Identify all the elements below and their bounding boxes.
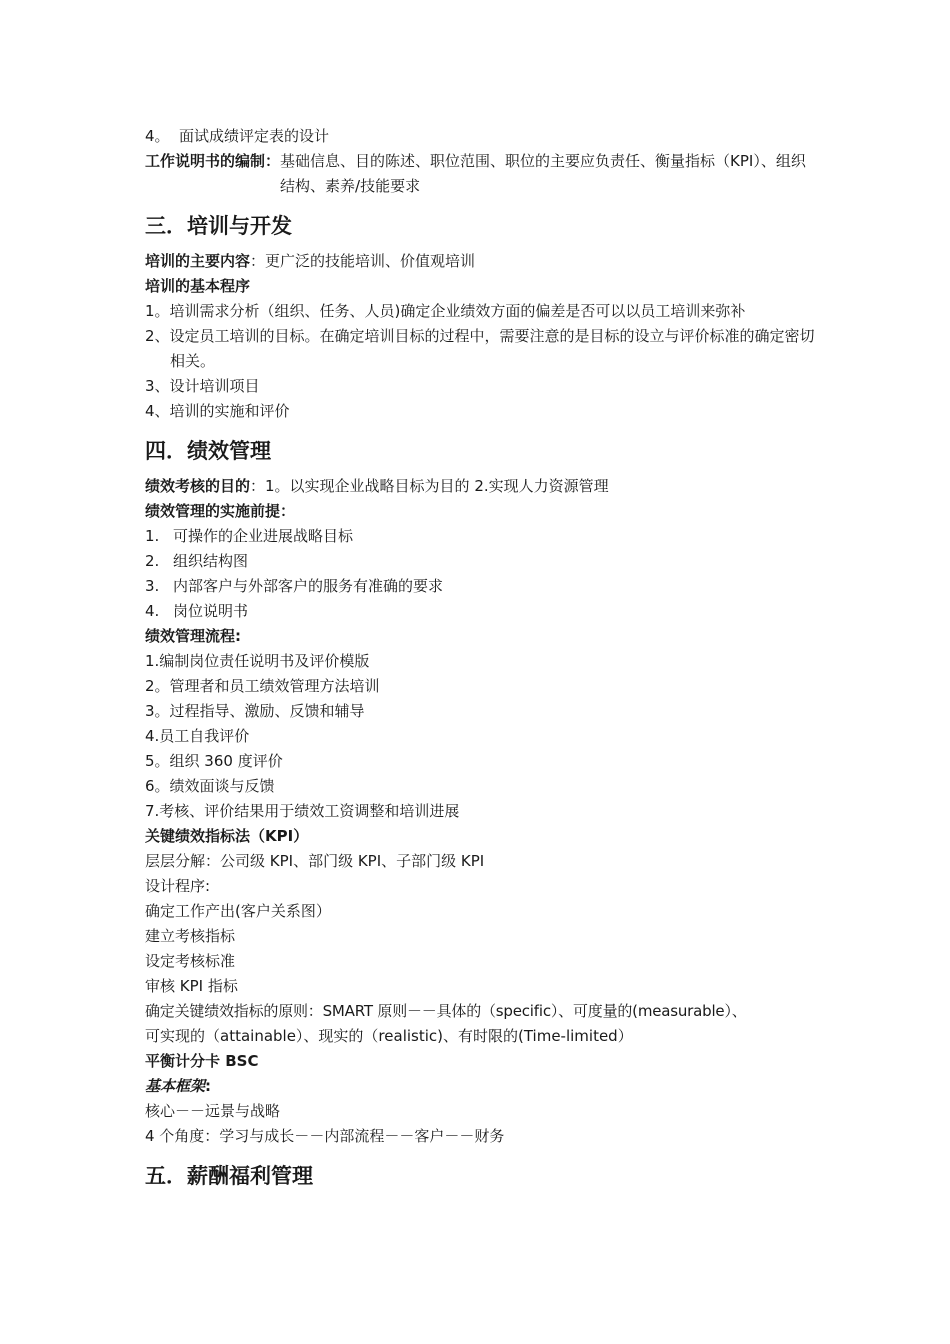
premise-text: 内部客户与外部客户的服务有准确的要求 bbox=[173, 577, 444, 595]
framework-core: 核心－－远景与战略 bbox=[145, 1102, 281, 1120]
framework-line bbox=[145, 1074, 815, 1099]
interview-form-item bbox=[145, 124, 815, 149]
smart-principle-line-1: 确定关键绩效指标的原则：SMART 原则－－具体的（specific）、可度量的(measurable）、 bbox=[145, 1002, 747, 1020]
flow-step-6: 6。绩效面谈与反馈 bbox=[145, 777, 275, 795]
kpi-decomposition: 层层分解：公司级 KPI、部门级 KPI、子部门级 KPI bbox=[145, 852, 485, 870]
kpi-step-indicators: 建立考核指标 bbox=[145, 927, 236, 945]
premise-number: 2. bbox=[145, 552, 160, 570]
performance-purpose-text: ：1。以实现企业战略目标为目的 2.实现人力资源管理 bbox=[250, 477, 609, 495]
training-step-1: 1。培训需求分析（组织、任务、人员)确定企业绩效方面的偏差是否可以以员工培训来弥补 bbox=[145, 302, 746, 320]
premise-item bbox=[145, 549, 815, 574]
section-heading-performance: 四．绩效管理 bbox=[145, 439, 271, 463]
item-text: 面试成绩评定表的设计 bbox=[179, 127, 330, 145]
kpi-step-standards: 设定考核标准 bbox=[145, 952, 236, 970]
performance-flow-label: 绩效管理流程: bbox=[145, 627, 241, 645]
flow-step-4: 4.员工自我评价 bbox=[145, 727, 250, 745]
training-content-text: ：更广泛的技能培训、价值观培训 bbox=[250, 252, 476, 270]
kpi-design-procedure: 设计程序: bbox=[145, 877, 211, 895]
kpi-step-output: 确定工作产出(客户关系图） bbox=[145, 902, 331, 920]
framework-perspectives: 4 个角度：学习与成长－－内部流程－－客户－－财务 bbox=[145, 1127, 505, 1145]
performance-purpose-label: 绩效考核的目的 bbox=[145, 477, 251, 495]
premise-number: 4. bbox=[145, 602, 160, 620]
document-page bbox=[145, 124, 815, 1199]
item-number: 4。 bbox=[145, 127, 170, 145]
job-description-label: 工作说明书的编制： bbox=[145, 152, 281, 170]
training-step-3: 3、设计培训项目 bbox=[145, 377, 260, 395]
job-description-text: 基础信息、目的陈述、职位范围、职位的主要应负责任、衡量指标（KPI）、组织结构、素养/技能要求 bbox=[280, 152, 806, 195]
training-step-2: 2、设定员工培训的目标。在确定培训目标的过程中，需要注意的是目标的设立与评价标准的确定密切相关。 bbox=[145, 327, 815, 370]
flow-step-3: 3。过程指导、激励、反馈和辅导 bbox=[145, 702, 365, 720]
kpi-label: 关键绩效指标法（KPI） bbox=[145, 827, 309, 845]
premise-text: 岗位说明书 bbox=[173, 602, 249, 620]
premise-number: 3. bbox=[145, 577, 160, 595]
premise-item bbox=[145, 574, 815, 599]
smart-principle-line-2: 可实现的（attainable）、现实的（realistic)、有时限的(Time-limited） bbox=[145, 1027, 633, 1045]
flow-step-1: 1.编制岗位责任说明书及评价模版 bbox=[145, 652, 370, 670]
job-description-paragraph bbox=[145, 149, 815, 199]
performance-premise-label: 绩效管理的实施前提： bbox=[145, 502, 296, 520]
flow-step-7: 7.考核、评价结果用于绩效工资调整和培训进展 bbox=[145, 802, 460, 820]
kpi-step-review: 审核 KPI 指标 bbox=[145, 977, 238, 995]
training-content-label: 培训的主要内容 bbox=[145, 252, 251, 270]
bsc-label: 平衡计分卡 BSC bbox=[145, 1052, 259, 1070]
framework-colon: : bbox=[205, 1077, 212, 1095]
premise-item bbox=[145, 599, 815, 624]
flow-step-2: 2。管理者和员工绩效管理方法培训 bbox=[145, 677, 380, 695]
section-heading-training: 三．培训与开发 bbox=[145, 214, 292, 238]
premise-number: 1. bbox=[145, 527, 160, 545]
training-procedure-label: 培训的基本程序 bbox=[145, 277, 251, 295]
performance-purpose-line bbox=[145, 474, 815, 499]
training-content-line bbox=[145, 249, 815, 274]
section-heading-compensation: 五．薪酬福利管理 bbox=[145, 1164, 313, 1188]
framework-label: 基本框架 bbox=[145, 1077, 206, 1095]
flow-step-5: 5。组织 360 度评价 bbox=[145, 752, 283, 770]
premise-text: 组织结构图 bbox=[173, 552, 249, 570]
premise-item bbox=[145, 524, 815, 549]
premise-text: 可操作的企业进展战略目标 bbox=[173, 527, 354, 545]
training-step-4: 4、培训的实施和评价 bbox=[145, 402, 290, 420]
